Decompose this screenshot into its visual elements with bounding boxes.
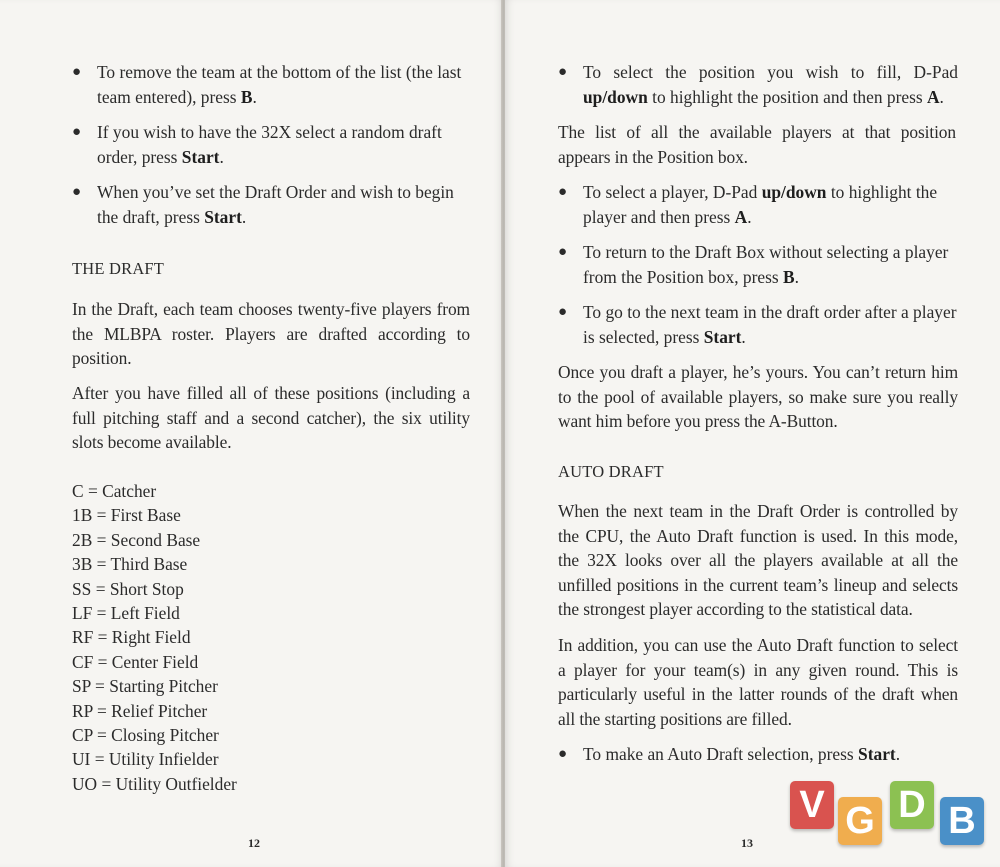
right-page — [505, 0, 1000, 867]
bullet-select-position — [558, 60, 958, 109]
position-row: SP = Starting Pitcher — [72, 676, 218, 697]
bullet-dot: ● — [558, 184, 568, 200]
button-name: A — [926, 86, 940, 107]
position-row: SS = Short Stop — [72, 578, 184, 599]
position-row: RP = Relief Pitcher — [72, 700, 208, 721]
bullet-text-end: . — [895, 744, 901, 764]
section-heading-the-draft: THE DRAFT — [72, 259, 165, 278]
bullet-text-end: . — [252, 86, 257, 107]
position-row: CF = Center Field — [72, 651, 199, 672]
bullet-text: To select a player, D-Pad — [583, 182, 762, 202]
bullet-text-end: . — [794, 266, 799, 287]
page-number: 12 — [248, 836, 260, 850]
page-number: 13 — [741, 836, 753, 850]
position-row: UO = Utility Outfielder — [72, 773, 237, 794]
position-row: 1B = First Base — [72, 505, 181, 526]
position-row: UI = Utility Infielder — [72, 749, 219, 770]
bullet-dot: ● — [558, 746, 568, 762]
position-row: RF = Right Field — [72, 627, 191, 648]
bullet-text-mid: to highlight the player and then press — [583, 182, 938, 227]
position-row: C = Catcher — [72, 481, 157, 501]
vgdb-watermark-logo — [790, 779, 990, 849]
logo-tile-v: V — [790, 781, 834, 829]
bullet-text-end: . — [219, 146, 224, 167]
bullet-text-end: . — [747, 206, 752, 227]
bullet-text: To go to the next team in the draft order after a player is selected, press — [583, 302, 957, 347]
bullet-text-end: . — [741, 326, 746, 347]
bullet-text: If you wish to have the 32X select a random draft order, press — [97, 122, 442, 167]
button-name: Start — [204, 206, 242, 227]
paragraph-once-drafted: Once you draft a player, he’s yours. You can’t return him to the pool of available players, so make sure you really want him before you press the A-Button. — [558, 362, 958, 431]
section-heading-auto-draft: AUTO DRAFT — [558, 462, 664, 481]
control-name: up/down — [583, 86, 648, 107]
button-name: Start — [181, 146, 220, 167]
bullet-text: To make an Auto Draft selection, press — [583, 744, 859, 764]
bullet-text-end: . — [241, 206, 247, 227]
paragraph-auto-draft-cpu: When the next team in the Draft Order is controlled by the CPU, the Auto Draft function is used. In this mode, the 32X looks over all the players available at all the unfilled positions in the current team’s lineup and selects the strongest player according to the statistical data. — [558, 501, 958, 619]
bullet-dot: ● — [72, 64, 82, 80]
position-row: 2B = Second Base — [72, 529, 201, 550]
logo-tile-g: G — [838, 797, 882, 845]
button-name: Start — [703, 326, 742, 347]
bullet-dot: ● — [72, 184, 82, 200]
bullet-dot: ● — [558, 244, 568, 260]
position-row: LF = Left Field — [72, 603, 180, 624]
button-name: A — [734, 206, 748, 227]
bullet-auto-draft-selection — [558, 742, 958, 767]
control-name: up/down — [761, 182, 827, 202]
bullet-text: To remove the team at the bottom of the list (the last team entered), press — [97, 62, 462, 107]
bullet-text-end: . — [939, 86, 944, 107]
paragraph-auto-draft-select: In addition, you can use the Auto Draft function to select a player for your team(s) in any given round. This is particularly useful in the latter rounds of the draft when all the starting positions are filled. — [558, 635, 958, 729]
paragraph-utility-slots: After you have filled all of these positions (including a full pitching staff and a second catcher), the six utility slots become available. — [72, 383, 470, 452]
position-row: CP = Closing Pitcher — [72, 725, 219, 746]
button-name: B — [240, 86, 253, 107]
button-name: B — [782, 266, 795, 287]
logo-tile-d: D — [890, 781, 934, 829]
bullet-text: To return to the Draft Box without selecting a player from the Position box, press — [583, 242, 949, 287]
bullet-next-team — [558, 300, 958, 349]
button-name: Start — [858, 744, 896, 764]
position-abbreviation-list — [72, 479, 237, 796]
bullet-dot: ● — [72, 124, 82, 140]
bullet-dot: ● — [558, 304, 568, 320]
bullet-select-player — [558, 180, 958, 229]
bullet-random-order — [72, 120, 472, 169]
position-row: 3B = Third Base — [72, 554, 188, 575]
logo-tile-b: B — [940, 797, 984, 845]
bullet-return-draft-box — [558, 240, 958, 289]
bullet-text: When you’ve set the Draft Order and wish to begin the draft, press — [97, 182, 454, 227]
bullet-dot: ● — [558, 64, 568, 80]
bullet-begin-draft — [72, 180, 472, 229]
paragraph-draft-intro: In the Draft, each team chooses twenty-five players from the MLBPA roster. Players are drafted according to position. — [72, 299, 470, 368]
bullet-text: To select the position you wish to fill, D-Pad — [583, 62, 958, 82]
bullet-text-mid: to highlight the position and then press — [647, 86, 927, 107]
paragraph-position-box: The list of all the available players at that position appears in the Position box. — [558, 122, 956, 167]
bullet-remove-team — [72, 60, 472, 109]
